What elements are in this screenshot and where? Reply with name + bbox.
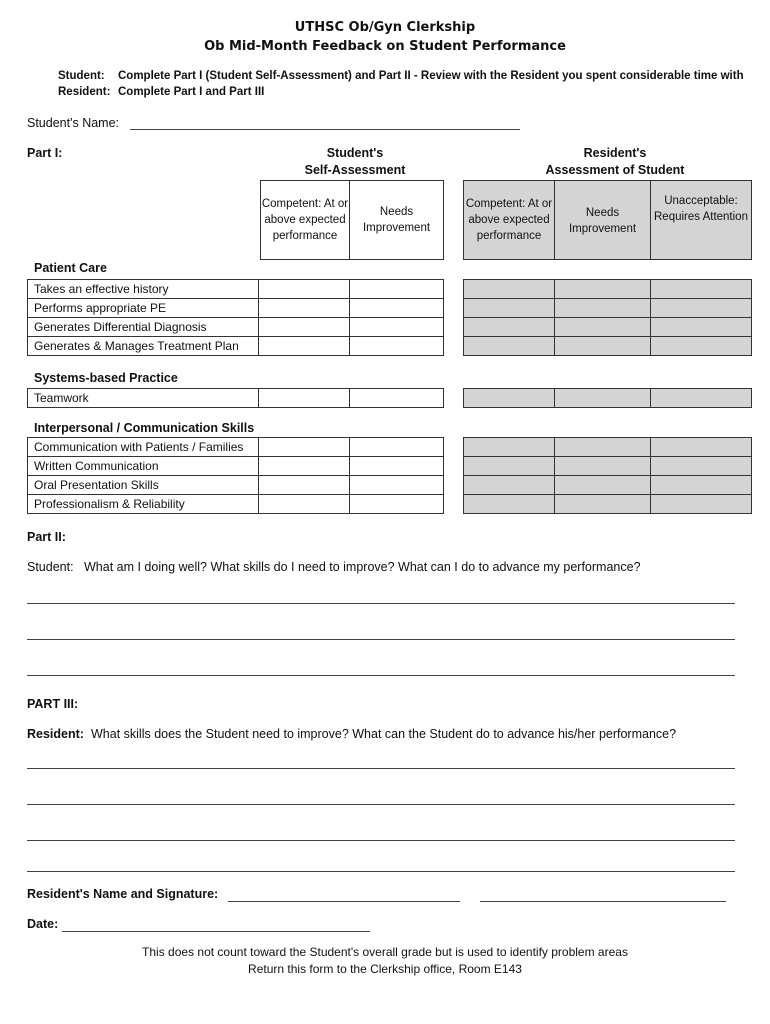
part3-prompt-label: Resident: [27, 727, 84, 741]
checkbox-student-competent[interactable] [258, 279, 350, 299]
checkbox-resident-needs-improvement[interactable] [554, 437, 651, 457]
checkbox-student-needs-improvement[interactable] [349, 456, 444, 476]
part2-prompt-label: Student: [27, 560, 74, 574]
checkbox-resident-needs-improvement[interactable] [554, 298, 651, 318]
checkbox-student-competent[interactable] [258, 317, 350, 337]
checkbox-resident-unacceptable[interactable] [650, 279, 752, 299]
checkbox-student-competent[interactable] [258, 298, 350, 318]
row-label-takes-history: Takes an effective history [27, 279, 259, 299]
checkbox-resident-unacceptable[interactable] [650, 388, 752, 408]
section-title-patient-care: Patient Care [34, 261, 107, 275]
checkbox-resident-competent[interactable] [463, 475, 555, 495]
checkbox-student-needs-improvement[interactable] [349, 437, 444, 457]
student-group-header [260, 145, 450, 179]
checkbox-resident-needs-improvement[interactable] [554, 388, 651, 408]
checkbox-student-needs-improvement[interactable] [349, 279, 444, 299]
part2-answer-line[interactable] [27, 675, 735, 676]
checkbox-resident-competent[interactable] [463, 336, 555, 356]
checkbox-student-competent[interactable] [258, 437, 350, 457]
part3-answer-line[interactable] [27, 804, 735, 805]
checkbox-student-competent[interactable] [258, 456, 350, 476]
checkbox-resident-competent[interactable] [463, 388, 555, 408]
student-group-line1: Student's [326, 146, 384, 160]
checkbox-resident-unacceptable[interactable] [650, 456, 752, 476]
part2-answer-line[interactable] [27, 603, 735, 604]
resident-name-field[interactable] [228, 901, 460, 902]
row-label-differential-diagnosis: Generates Differential Diagnosis [27, 317, 259, 337]
footer-note: This does not count toward the Student's overall grade but is used to identify problem areas [142, 945, 628, 959]
col-header-student-needs-improvement: Needs Improvement [349, 180, 444, 260]
checkbox-student-needs-improvement[interactable] [349, 317, 444, 337]
part2-label: Part II: [27, 530, 66, 544]
checkbox-student-needs-improvement[interactable] [349, 475, 444, 495]
checkbox-resident-unacceptable[interactable] [650, 494, 752, 514]
instruction-student-label: Student: [58, 70, 105, 82]
checkbox-student-competent[interactable] [258, 475, 350, 495]
resident-group-line2: Assessment of Student [545, 163, 685, 177]
row-label-performs-pe: Performs appropriate PE [27, 298, 259, 318]
row-label-oral-presentation: Oral Presentation Skills [27, 475, 259, 495]
instruction-student-text: Complete Part I (Student Self-Assessment) and Part II - Review with the Resident you spent considerable time with [118, 70, 744, 82]
instruction-resident-label: Resident: [58, 86, 111, 98]
date-label: Date: [27, 917, 59, 931]
checkbox-student-competent[interactable] [258, 494, 350, 514]
form-title: UTHSC Ob/Gyn Clerkship [294, 20, 476, 35]
instruction-resident-text: Complete Part I and Part III [118, 86, 265, 98]
section-title-communication-skills: Interpersonal / Communication Skills [34, 421, 255, 435]
row-label-professionalism: Professionalism & Reliability [27, 494, 259, 514]
date-field[interactable] [62, 931, 370, 932]
checkbox-student-needs-improvement[interactable] [349, 494, 444, 514]
resident-signature-field[interactable] [480, 901, 726, 902]
checkbox-resident-competent[interactable] [463, 437, 555, 457]
checkbox-resident-competent[interactable] [463, 494, 555, 514]
part2-answer-line[interactable] [27, 639, 735, 640]
checkbox-resident-needs-improvement[interactable] [554, 317, 651, 337]
students-name-label: Student's Name: [27, 116, 120, 130]
checkbox-student-needs-improvement[interactable] [349, 388, 444, 408]
part3-answer-line[interactable] [27, 871, 735, 872]
part3-answer-line[interactable] [27, 840, 735, 841]
checkbox-resident-needs-improvement[interactable] [554, 456, 651, 476]
row-label-written-communication: Written Communication [27, 456, 259, 476]
resident-group-header [505, 145, 725, 179]
checkbox-student-needs-improvement[interactable] [349, 298, 444, 318]
checkbox-resident-unacceptable[interactable] [650, 298, 752, 318]
col-header-resident-unacceptable: Unacceptable: Requires Attention [650, 180, 752, 260]
row-label-teamwork: Teamwork [27, 388, 259, 408]
checkbox-resident-needs-improvement[interactable] [554, 279, 651, 299]
form-subtitle: Ob Mid-Month Feedback on Student Performance [204, 39, 566, 54]
col-header-resident-competent: Competent: At or above expected performance [463, 180, 555, 260]
checkbox-resident-unacceptable[interactable] [650, 475, 752, 495]
checkbox-resident-competent[interactable] [463, 279, 555, 299]
part1-label: Part I: [27, 146, 63, 160]
col-header-student-competent: Competent: At or above expected performance [260, 180, 350, 260]
part3-answer-line[interactable] [27, 768, 735, 769]
checkbox-resident-competent[interactable] [463, 456, 555, 476]
part3-prompt: What skills does the Student need to improve? What can the Student do to advance his/her performance? [91, 727, 677, 741]
checkbox-resident-needs-improvement[interactable] [554, 336, 651, 356]
col-header-resident-needs-improvement: Needs Improvement [554, 180, 651, 260]
checkbox-resident-unacceptable[interactable] [650, 317, 752, 337]
checkbox-resident-unacceptable[interactable] [650, 437, 752, 457]
checkbox-resident-unacceptable[interactable] [650, 336, 752, 356]
checkbox-resident-competent[interactable] [463, 298, 555, 318]
checkbox-student-competent[interactable] [258, 336, 350, 356]
checkbox-student-competent[interactable] [258, 388, 350, 408]
resident-group-line1: Resident's [583, 146, 647, 160]
checkbox-resident-competent[interactable] [463, 317, 555, 337]
checkbox-student-needs-improvement[interactable] [349, 336, 444, 356]
checkbox-resident-needs-improvement[interactable] [554, 475, 651, 495]
section-title-systems-based-practice: Systems-based Practice [34, 371, 178, 385]
part3-label: PART III: [27, 697, 79, 711]
row-label-treatment-plan: Generates & Manages Treatment Plan [27, 336, 259, 356]
student-group-line2: Self-Assessment [304, 163, 406, 177]
students-name-field[interactable] [130, 129, 520, 130]
part2-prompt: What am I doing well? What skills do I need to improve? What can I do to advance my performance? [84, 560, 641, 574]
footer-return-note: Return this form to the Clerkship office, Room E143 [248, 962, 522, 976]
row-label-communication-patients: Communication with Patients / Families [27, 437, 259, 457]
checkbox-resident-needs-improvement[interactable] [554, 494, 651, 514]
signature-label: Resident's Name and Signature: [27, 887, 219, 901]
